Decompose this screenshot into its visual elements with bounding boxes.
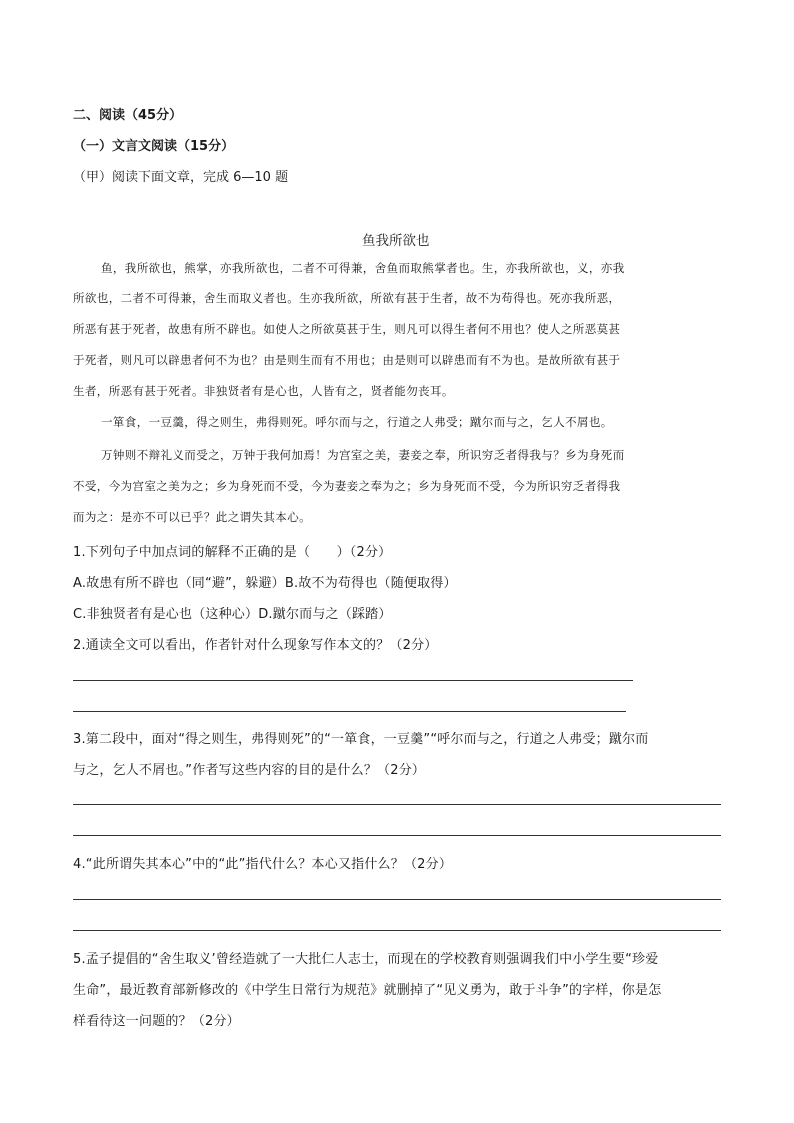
question-4: 4.“此所谓失其本心”中的“此”指代什么？本心又指什么？（2分） bbox=[73, 857, 453, 872]
answer-line[interactable] bbox=[73, 835, 721, 836]
question-5-line-2: 生命”，最近教育部新修改的《中学生日常行为规范》就删掉了“见义勇为，敢于斗争”的字样，你是怎 bbox=[73, 983, 662, 998]
instruction: （甲）阅读下面文章，完成 6—10 题 bbox=[73, 170, 289, 185]
passage-line: 而为之：是亦不可以已乎？此之谓失其本心。 bbox=[73, 510, 311, 524]
passage-line: 所欲也，二者不可得兼，舍生而取义者也。生亦我所欲，所欲有甚于生者，故不为苟得也。死亦我所恶， bbox=[73, 291, 621, 305]
subsection-title: （一）文言文阅读（15分） bbox=[73, 139, 235, 154]
answer-line[interactable] bbox=[73, 930, 721, 931]
passage-line: 鱼，我所欲也，熊掌，亦我所欲也，二者不可得兼，舍鱼而取熊掌者也。生，亦我所欲也，义，亦我 bbox=[101, 261, 625, 275]
answer-line[interactable] bbox=[73, 804, 721, 805]
passage-line: 一箪食，一豆羹，得之则生，弗得则死。呼尔而与之，行道之人弗受；蹴尔而与之，乞人不屑也。 bbox=[101, 415, 613, 429]
answer-line[interactable] bbox=[73, 711, 626, 712]
question-5-line-3: 样看待这一问题的？（2分） bbox=[73, 1014, 240, 1029]
question-3-line-1: 3.第二段中，面对“得之则生，弗得则死”的“一箪食，一豆羹”“呼尔而与之，行道之人弗受；蹴尔而 bbox=[73, 732, 649, 747]
passage-line: 于死者，则凡可以辟患者何不为也？由是则生而有不用也；由是则可以辟患而有不为也。是故所欲有甚于 bbox=[73, 353, 621, 367]
passage-line: 万钟则不辩礼义而受之，万钟于我何加焉！为宫室之美，妻妾之奉，所识穷乏者得我与？乡为身死而 bbox=[101, 448, 625, 462]
question-1-options-cd: C.非独贤者有是心也（这种心）D.蹴尔而与之（踩踏） bbox=[73, 607, 392, 622]
passage-line: 不受，今为宫室之美为之；乡为身死而不受，今为妻妾之奉为之；乡为身死而不受，今为所识穷乏者得我 bbox=[73, 479, 621, 493]
passage-title: 鱼我所欲也 bbox=[362, 233, 430, 249]
question-1: 1.下列句子中加点词的解释不正确的是（ ）（2分） bbox=[73, 545, 392, 560]
question-5-line-1: 5.孟子提倡的“舍生取义’曾经造就了一大批仁人志士，而现在的学校教育则强调我们中小学生要“珍爱 bbox=[73, 952, 659, 967]
section-title: 二、阅读（45分） bbox=[73, 108, 183, 123]
answer-line[interactable] bbox=[73, 680, 633, 681]
question-1-options-ab: A.故患有所不辟也（同“避”，躲避）B.故不为苟得也（随便取得） bbox=[73, 576, 457, 591]
passage-line: 生者，所恶有甚于死者。非独贤者有是心也，人皆有之，贤者能勿丧耳。 bbox=[73, 384, 454, 398]
passage-line: 所恶有甚于死者，故患有所不辟也。如使人之所欲莫甚于生，则凡可以得生者何不用也？使人之所恶莫甚 bbox=[73, 322, 621, 336]
question-3-line-2: 与之，乞人不屑也。”作者写这些内容的目的是什么？（2分） bbox=[73, 763, 426, 778]
question-2: 2.通读全文可以看出，作者针对什么现象写作本文的？（2分） bbox=[73, 638, 438, 653]
answer-line[interactable] bbox=[73, 899, 721, 900]
